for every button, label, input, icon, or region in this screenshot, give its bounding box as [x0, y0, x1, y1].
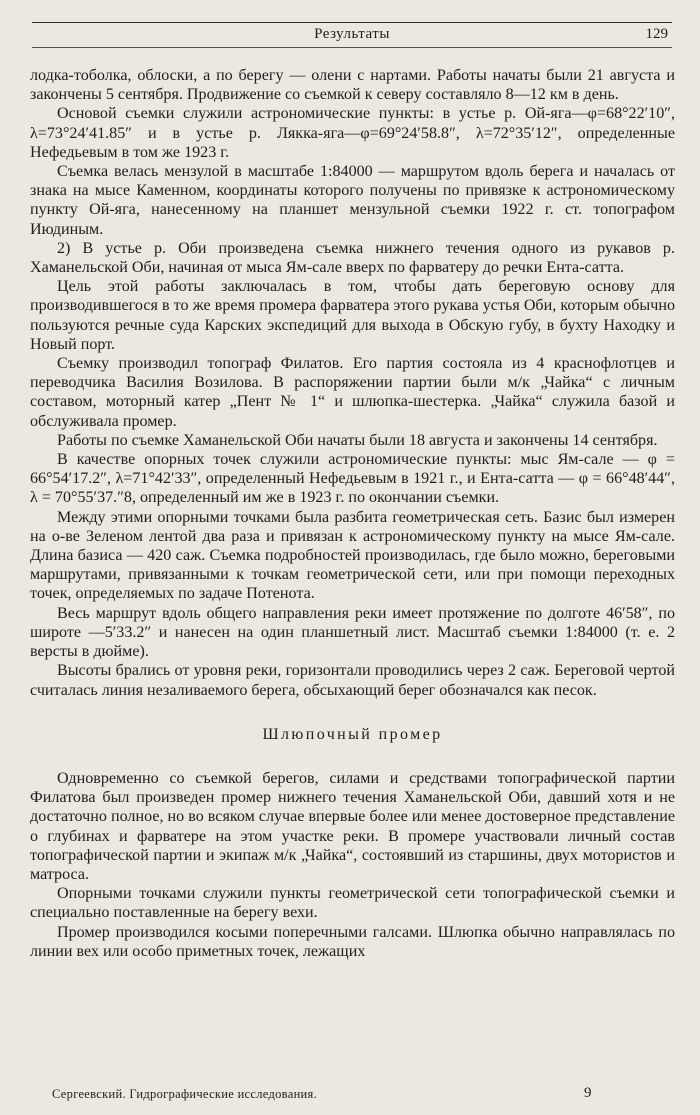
paragraph: Съемка велась мензулой в масштабе 1:84000 — маршрутом вдоль берега и началась от знака на мысе Каменном, координаты которого получены по привязке к астрономическому пункту Ой-яга, нанесенному на планшет мензульной съемки 1922 г. ст. топографом Июдиным. [30, 163, 675, 238]
paragraph: В качестве опорных точек служили астрономические пункты: мыс Ям-сале — φ = 66°54′17.2″, λ=71°42′33″, определенный Нефедьевым в 1921 г., и Ента-сатта — φ = 66°48′44″, λ = 70°55′37.″8, определенный им же в 1923 г. по окончании съемки. [30, 451, 675, 507]
running-title: Результаты [314, 26, 390, 42]
paragraph: Весь маршрут вдоль общего направления реки имеет протяжение по долготе 46′58″, по широте —5′33.2″ и нанесен на один планшетный лист. Масштаб съемки 1:84000 (т. е. 2 версты в дюйме). [30, 604, 675, 661]
paragraph: Съемку производил топограф Филатов. Его партия состояла из 4 краснофлотцев и переводчика Василия Возилова. В распоряжении партии были м/к „Чайка“ с личным составом, моторный катер „Пент № 1“ и шлюпка-шестерка. „Чайка“ служила базой и обслуживала промер. [30, 355, 675, 430]
paragraph: 2) В устье р. Оби произведена съемка нижнего течения одного из рукавов р. Хаманельской Оби, начиная от мыса Ям-сале вверх по фарватеру до речки Ента-сатта. [30, 239, 675, 277]
signature-line: Сергеевский. Гидрографические исследования. [52, 1087, 318, 1101]
paragraph: Цель этой работы заключалась в том, чтобы дать береговую основу для производившегося в то же время промера фарватера этого рукава устья Оби, которым обычно пользуются речные суда Карских экспедиций для выхода в Обскую губу, в бухту Находку и Новый порт. [30, 278, 675, 353]
paragraph: Между этими опорными точками была разбита геометрическая сеть. Базис был измерен на о-ве Зеленом лентой два раза и привязан к астрономическому пункту на мысе Ям-сале. Длина базиса — 420 саж. Съемка подробностей производилась, где было можно, береговыми маршрутами, привязанными к точкам геометрической сети, или при помощи переходных точек, определяемых по задаче Потенота. [30, 508, 675, 603]
paragraph: Работы по съемке Хаманельской Оби начаты были 18 августа и закончены 14 сентября. [57, 431, 658, 449]
section-heading: Шлюпочный промер [262, 725, 443, 743]
running-header [32, 22, 672, 48]
paragraph: Основой съемки служили астрономические пункты: в устье р. Ой-яга—φ=68°22′10″, λ=73°24′41.85″ и в устье р. Лякка-яга—φ=69°24′58.8″, λ=72°35′12″, определенные Нефедьевым в том же 1923 г. [30, 105, 675, 161]
paragraph: Промер производился косыми поперечными галсами. Шлюпка обычно направлялась по линии вех или особо приметных точек, лежащих [30, 923, 675, 960]
paragraph: лодка-тоболка, облоски, а по берегу — олени с нартами. Работы начаты были 21 августа и закончены 5 сентября. Продвижение со съемкой к северу составляло 8—12 км в день. [30, 67, 675, 104]
page-number: 129 [645, 26, 668, 42]
paragraph: Высоты брались от уровня реки, горизонтали проводились через 2 саж. Береговой чертой считалась линия незаливаемого берега, обсыхающий берег обозначался как песок. [30, 662, 675, 699]
page-body [30, 66, 675, 961]
paragraph: Одновременно со съемкой берегов, силами и средствами топографической партии Филатова был произведен промер нижнего течения Хаманельской Оби, давший хотя и не достаточно полное, но во всяком случае впервые более или менее достоверное представление о глубинах и фарватере на этом участке реки. В промере участвовали личный состав топографической партии и экипаж м/к „Чайка“, состоявший из старшины, двух мотористов и матроса. [30, 769, 675, 883]
sheet-number: 9 [584, 1085, 592, 1101]
paragraph: Опорными точками служили пункты геометрической сети топографической съемки и специально поставленные на берегу вехи. [30, 885, 675, 922]
